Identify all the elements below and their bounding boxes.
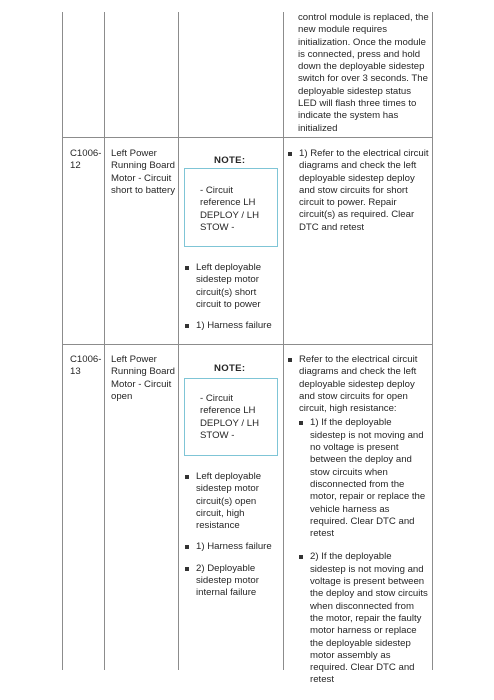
action-steps-list (299, 417, 429, 686)
list-item: 1) Refer to the electrical circuit diagrams and check the left deployable sidestep deploy and stow circuits for short circuit to power. Repair circuit(s) as required. Clear DTC and retest (288, 148, 429, 234)
list-item: 1) Harness failure (185, 320, 281, 332)
list-item: 1) Harness failure (185, 541, 281, 553)
table-border-left (62, 12, 63, 670)
list-item: Left deployable sidestep motor circuit(s) short circuit to power (185, 262, 281, 311)
note-title: NOTE: (214, 363, 246, 374)
note-title: NOTE: (214, 155, 246, 166)
table-divider-3 (283, 12, 284, 670)
possible-causes-list (185, 471, 281, 600)
list-item: Left deployable sidestep motor circuit(s) open circuit, high resistance (185, 471, 281, 532)
dtc-code: C1006-12 (70, 148, 102, 172)
list-item: 1) If the deployable sidestep is not moving and no voltage is present between the deploy and stow circuits when disconnected from the motor, repair or replace the vehicle harness as required. Clear DTC and retest (299, 417, 429, 540)
row-separator-1 (62, 137, 433, 138)
action-list (288, 148, 429, 234)
dtc-description: Left Power Running Board Motor - Circuit open (111, 354, 176, 402)
action-list (288, 354, 429, 687)
action-intro: Refer to the electrical circuit diagrams and check the left deployable sidestep deploy and stow circuits for open circuit, high resistance: (299, 354, 418, 415)
table-border-right (432, 12, 433, 670)
possible-causes-list (185, 262, 281, 332)
list-item: 2) Deployable sidestep motor internal failure (185, 563, 281, 600)
row-separator-2 (62, 344, 433, 345)
list-item: 2) If the deployable sidestep is not moving and voltage is present between the deploy and stow circuits when disconnected from the motor, repair the faulty motor harness or replace the deployable sidestep motor assembly as required. Clear DTC and retest (299, 551, 429, 686)
table-divider-1 (104, 12, 105, 670)
table-divider-2 (178, 12, 179, 670)
note-text: - Circuit reference LH DEPLOY / LH STOW - (200, 185, 260, 233)
note-text: - Circuit reference LH DEPLOY / LH STOW - (200, 393, 260, 441)
list-item (288, 354, 429, 687)
dtc-code: C1006-13 (70, 354, 102, 378)
top-row-action-text: control module is replaced, the new module requires initialization. Once the module is connected, press and hold down the deployable sidestep switch for over 3 seconds. The deployable sidestep status LED will flash three times to indicate the system has initialized (298, 12, 429, 134)
dtc-description: Left Power Running Board Motor - Circuit short to battery (111, 148, 176, 196)
